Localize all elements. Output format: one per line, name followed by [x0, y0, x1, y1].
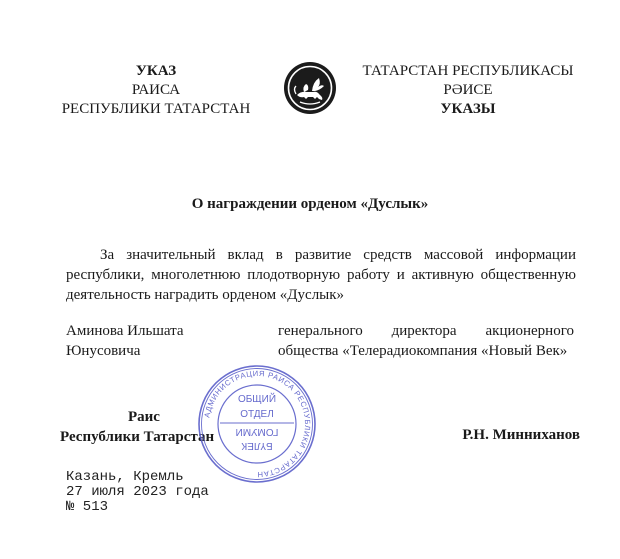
- header-right: [348, 62, 588, 119]
- header-right-line3: УКАЗЫ: [440, 101, 496, 117]
- official-stamp: [196, 363, 318, 485]
- decree-title: О награждении орденом «Дуслык»: [191, 196, 429, 212]
- tatarstan-coat-of-arms-icon: [282, 60, 338, 116]
- stamp-center-line2: ОТДЕЛ: [240, 409, 274, 420]
- awardee-name: [66, 321, 226, 361]
- footer-place: Казань, Кремль: [66, 469, 184, 485]
- decree-footer: [66, 470, 209, 515]
- awardee-position: [278, 321, 574, 361]
- stamp-center-line4: БҮЛЕК: [241, 440, 273, 451]
- signatory-name: Р.Н. Минниханов: [462, 427, 580, 443]
- footer-number: № 513: [66, 499, 109, 515]
- awardee-name-line2: Юнусовича: [66, 343, 141, 359]
- signatory-title-line1: Раис: [128, 409, 160, 425]
- header-left-line1: УКАЗ: [135, 63, 177, 79]
- header-right-line2: РӘИСЕ: [443, 82, 493, 98]
- awardee-position-line2: общества «Телерадиокомпания «Новый Век»: [278, 343, 568, 359]
- stamp-center-line1: ОБЩИЙ: [237, 394, 277, 405]
- awardee-position-line1: генерального директора акционерного: [278, 323, 574, 339]
- signatory-title-line2: Республики Татарстан: [60, 429, 215, 445]
- header-right-line1: ТАТАРСТАН РЕСПУБЛИКАСЫ: [362, 63, 574, 79]
- header-left-line3: РЕСПУБЛИКИ ТАТАРСТАН: [61, 101, 251, 117]
- header-left-line2: РАИСА: [131, 82, 181, 98]
- decree-body: За значительный вклад в развитие средств массовой информации республики, многолетнюю плодотворную работу и активную общественную деятельность наградить орденом «Дуслык»: [66, 247, 576, 303]
- stamp-center-line3: ГОМУМИ: [235, 426, 279, 437]
- stamp-ring-text: АДМИНИСТРАЦИЯ РАИСА РЕСПУБЛИКИ ТАТАРСТАН: [202, 368, 313, 480]
- footer-date: 27 июля 2023 года: [66, 484, 209, 500]
- awardee-name-line1: Аминова Ильшата: [66, 323, 184, 339]
- header-left: [40, 62, 272, 119]
